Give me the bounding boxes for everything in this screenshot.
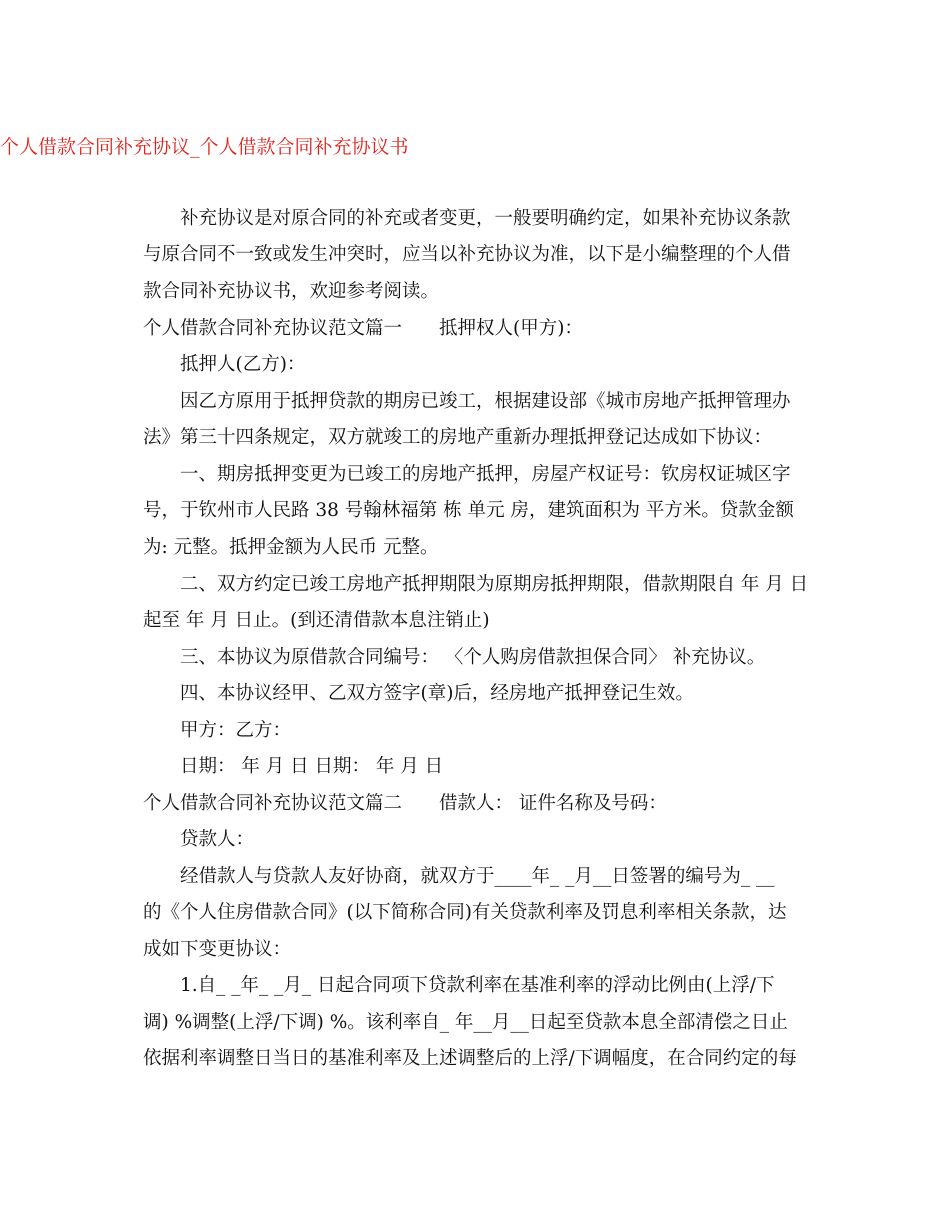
- paragraph-line: 1.自_ _年_ _月_ 日起合同项下贷款利率在基准利率的浮动比例由(上浮/下: [180, 975, 775, 996]
- paragraph-line: 依据利率调整日当日的基准利率及上述调整后的上浮/下调幅度，在合同约定的每: [143, 1048, 797, 1069]
- paragraph-line: 号，于钦州市人民路 38 号翰林福第 栋 单元 房，建筑面积为 平方米。贷款金额: [143, 500, 794, 521]
- paragraph-line: 调) %调整(上浮/下调) %。该利率自_ 年__月__日起至贷款本息全部清偿之日止: [143, 1012, 788, 1033]
- paragraph-line: 抵押人(乙方)：: [180, 354, 306, 375]
- paragraph-line: 法》第三十四条规定，双方就竣工的房地产重新办理抵押登记达成如下协议：: [143, 427, 773, 448]
- signature-line: 甲方：乙方：: [180, 720, 292, 741]
- paragraph-line: 二、双方约定已竣工房地产抵押期限为原期房抵押期限，借款期限自 年 月 日: [180, 574, 809, 595]
- paragraph-line: 因乙方原用于抵押贷款的期房已竣工，根据建设部《城市房地产抵押管理办: [180, 391, 791, 412]
- paragraph-line: 款合同补充协议书，欢迎参考阅读。: [143, 281, 440, 302]
- paragraph-line: 成如下变更协议：: [143, 939, 292, 960]
- date-line: 日期： 年 月 日 日期： 年 月 日: [180, 756, 444, 777]
- document-title: 个人借款合同补充协议_个人借款合同补充协议书: [0, 136, 409, 158]
- paragraph-line: 经借款人与贷款人友好协商，就双方于____年_ _月__日签署的编号为_ __: [180, 866, 775, 887]
- paragraph-line: 为: 元整。抵押金额为人民币 元整。: [143, 537, 439, 558]
- paragraph-line: 三、本协议为原借款合同编号： 〈个人购房借款担保合同〉 补充协议。: [180, 647, 766, 668]
- paragraph-line: 贷款人：: [180, 829, 255, 850]
- paragraph-line: 一、期房抵押变更为已竣工的房地产抵押，房屋产权证号：钦房权证城区字: [180, 464, 791, 485]
- paragraph-line: 四、本协议经甲、乙双方签字(章)后，经房地产抵押登记生效。: [180, 683, 694, 704]
- paragraph-line: 起至 年 月 日止。(到还清借款本息注销止): [143, 610, 490, 631]
- paragraph-line: 与原合同不一致或发生冲突时，应当以补充协议为准，以下是小编整理的个人借: [143, 244, 791, 265]
- paragraph-line: 补充协议是对原合同的补充或者变更，一般要明确约定，如果补充协议条款: [180, 208, 791, 229]
- section-heading: 个人借款合同补充协议范文篇一 抵押权人(甲方)：: [143, 318, 583, 339]
- section-heading: 个人借款合同补充协议范文篇二 借款人： 证件名称及号码：: [143, 793, 667, 814]
- paragraph-line: 的《个人住房借款合同》(以下简称合同)有关贷款利率及罚息利率相关条款，达: [143, 902, 787, 923]
